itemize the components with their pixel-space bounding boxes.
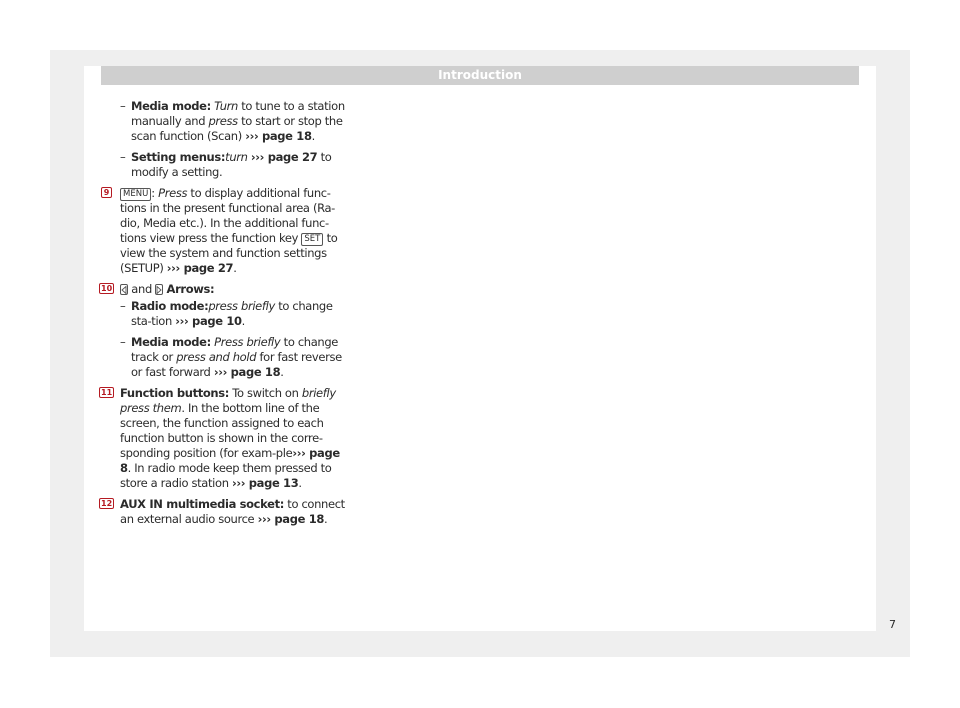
- right-arrow-key-icon: [155, 284, 163, 295]
- item-text: Press: [158, 186, 188, 200]
- item-text: .: [298, 476, 302, 490]
- item-text: briefly press them: [120, 386, 336, 415]
- item-label: Media mode:: [131, 99, 211, 113]
- menu-key-symbol: MENU: [120, 188, 151, 201]
- item-text: for fast reverse or fast forward: [131, 350, 342, 379]
- callout-number-10: 10: [101, 284, 113, 293]
- callout-number-11: 11: [101, 388, 113, 397]
- item-text: to change sta-tion: [131, 299, 333, 328]
- item-text: .: [311, 129, 315, 143]
- item-text: press and hold: [176, 350, 257, 364]
- left-arrow-key-icon: [120, 284, 128, 295]
- section-header: Introduction: [101, 66, 859, 85]
- item-text: to connect an external audio source: [120, 497, 345, 526]
- item-label: Media mode:: [131, 335, 211, 349]
- callout-number-12: 12: [101, 499, 113, 508]
- item-text: Turn: [214, 99, 238, 113]
- item-text: .: [324, 512, 328, 526]
- item-text: To switch on: [229, 386, 302, 400]
- item-label: AUX IN multimedia socket:: [120, 497, 284, 511]
- page-reference-link[interactable]: ››› page 13: [231, 476, 299, 490]
- item-label: Function buttons:: [120, 386, 229, 400]
- item-text: Press briefly: [214, 335, 281, 349]
- page-reference-link[interactable]: ››› page 27: [250, 150, 318, 164]
- list-item-setting-menus: [120, 150, 345, 180]
- item-text: and: [128, 282, 156, 296]
- item-text: press: [208, 114, 238, 128]
- item-text: to display additional func-tions in the present functional area (Ra-dio, Media etc.). In the additional func-tions view press the function key: [120, 186, 335, 245]
- list-item-media-mode: [120, 99, 345, 144]
- item-text: to modify a setting.: [131, 150, 332, 179]
- item-12-aux-in-socket: [101, 497, 345, 527]
- item-text: to view the system and function settings (SETUP): [120, 231, 338, 275]
- list-item-radio-mode: [120, 299, 345, 329]
- callout-number-9: 9: [101, 187, 112, 198]
- item-text: to change track or: [131, 335, 339, 364]
- item-label: Arrows:: [166, 282, 215, 296]
- item-text: :: [151, 186, 159, 200]
- page-reference-link[interactable]: ››› page 18: [213, 365, 281, 379]
- item-label: Setting menus:: [131, 150, 226, 164]
- item-text: to tune to a station manually and: [131, 99, 345, 128]
- item-label: Radio mode:: [131, 299, 209, 313]
- set-key-symbol: SET: [301, 233, 323, 246]
- item-text: . In radio mode keep them pressed to store a radio station: [120, 461, 332, 490]
- item-9-menu-button: [103, 186, 345, 276]
- list-item-media-mode-arrows: [120, 335, 345, 380]
- item-text: .: [233, 261, 237, 275]
- item-text: .: [280, 365, 284, 379]
- page-reference-link[interactable]: ››› page 18: [257, 512, 324, 526]
- item-10-arrows: [101, 282, 345, 297]
- content-column: [101, 99, 345, 533]
- page-number: 7: [889, 618, 896, 631]
- item-text: press briefly: [208, 299, 275, 313]
- item-text: . In the bottom line of the screen, the function assigned to each function button is shown in the corre-sponding position (for exam-ple: [120, 401, 324, 460]
- page-reference-link[interactable]: ››› page 27: [166, 261, 234, 275]
- page-reference-link[interactable]: ››› page 8: [120, 446, 340, 475]
- item-11-function-buttons: [101, 386, 345, 491]
- item-text: .: [241, 314, 245, 328]
- page-reference-link[interactable]: ››› page 18: [245, 129, 312, 143]
- item-text: turn: [225, 150, 248, 164]
- item-text: to start or stop the scan function (Scan): [131, 114, 343, 143]
- page-reference-link[interactable]: ››› page 10: [175, 314, 242, 328]
